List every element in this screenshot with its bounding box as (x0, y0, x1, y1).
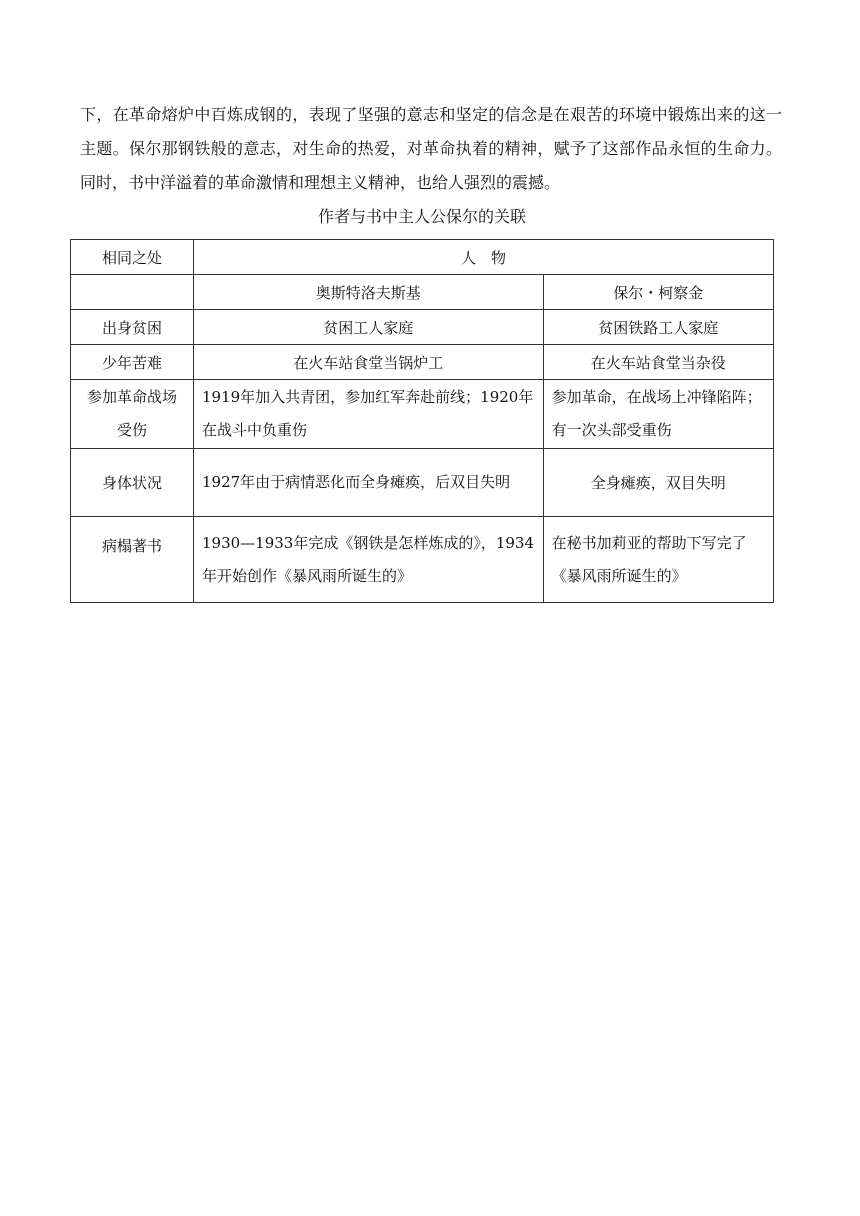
row-character-cell: 贫困铁路工人家庭 (543, 310, 773, 345)
body-paragraph: 下，在革命熔炉中百炼成钢的，表现了坚强的意志和坚定的信念是在艰苦的环境中锻炼出来的这一主题。保尔那钢铁般的意志，对生命的热爱，对革命执着的精神，赋予了这部作品永恒的生命力。同时，书中洋溢着的革命激情和理想主义精神，也给人强烈的震撼。 (80, 105, 782, 192)
row-author-cell: 贫困工人家庭 (194, 310, 544, 345)
row-author-cell: 1919年加入共青团，参加红军奔赴前线；1920年在战斗中负重伤 (194, 380, 544, 449)
table-subheader-row (71, 275, 774, 310)
row-aspect-cell: 身体状况 (71, 449, 194, 517)
row-aspect-cell: 少年苦难 (71, 345, 194, 380)
table-caption: 作者与书中主人公保尔的关联 (317, 207, 526, 226)
table-row (71, 449, 774, 517)
row-author-cell: 1927年由于病情恶化而全身瘫痪，后双目失明 (194, 449, 544, 517)
row-author-cell: 1930—1933年完成《钢铁是怎样炼成的》，1934年开始创作《暴风雨所诞生的》 (194, 517, 544, 603)
row-aspect-cell: 参加革命战场受伤 (71, 380, 194, 449)
header-cell-aspect: 相同之处 (71, 240, 194, 275)
table-row (71, 517, 774, 603)
table-row (71, 345, 774, 380)
table-row (71, 380, 774, 449)
row-aspect-cell: 出身贫困 (71, 310, 194, 345)
subheader-cell-author: 奥斯特洛夫斯基 (194, 275, 544, 310)
row-author-cell: 在火车站食堂当锅炉工 (194, 345, 544, 380)
subheader-cell-character: 保尔・柯察金 (543, 275, 773, 310)
header-cell-people: 人 物 (194, 240, 774, 275)
row-character-cell: 参加革命，在战场上冲锋陷阵；有一次头部受重伤 (543, 380, 773, 449)
subheader-cell-empty (71, 275, 194, 310)
relation-table (70, 239, 774, 603)
table-header-row (71, 240, 774, 275)
row-aspect-cell: 病榻著书 (71, 517, 194, 603)
row-character-cell: 在火车站食堂当杂役 (543, 345, 773, 380)
table-row (71, 310, 774, 345)
row-character-cell: 在秘书加莉亚的帮助下写完了《暴风雨所诞生的》 (543, 517, 773, 603)
row-character-cell: 全身瘫痪，双目失明 (543, 449, 773, 517)
